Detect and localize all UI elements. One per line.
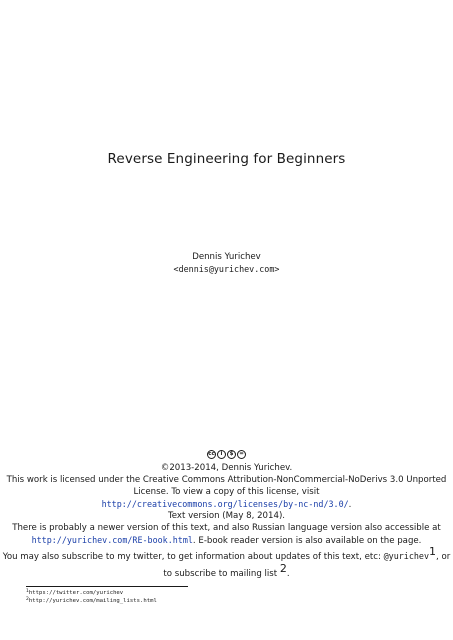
mailing-suffix: . (286, 569, 290, 579)
license-line-1: This work is licensed under the Creative Commons Attribution-NonCommercial-NoDerivs 3.0 Unported (6, 475, 447, 485)
author-email: <dennis@yurichev.com> (173, 264, 280, 274)
footnote-1-url[interactable]: https://twitter.com/yurichev (28, 590, 124, 596)
license-url-link[interactable]: http://creativecommons.org/licenses/by-nc-nd/3.0/ (101, 499, 349, 509)
footnote-rule (26, 586, 188, 587)
text-version: Text version (May 8, 2014). (167, 511, 286, 521)
noncommercial-icon: $ (227, 450, 236, 459)
license-url-line (0, 499, 453, 512)
twitter-line (0, 545, 453, 564)
footnote-2 (26, 598, 157, 604)
book-url-link[interactable]: http://yurichev.com/RE-book.html (31, 535, 193, 545)
footnote-marker-2[interactable]: 2 (279, 562, 287, 575)
footnote-1-number: 1 (26, 589, 29, 594)
ebook-note: . E-book reader version is also available on the page. (192, 536, 422, 546)
twitter-handle: @yurichev (383, 551, 429, 561)
twitter-prefix: You may also subscribe to my twitter, to get information about updates of this text, etc: (2, 552, 384, 562)
twitter-suffix: , or (436, 552, 451, 562)
noderivs-icon: = (237, 450, 246, 459)
book-url-line (0, 535, 453, 548)
cc-icon: cc (208, 451, 215, 457)
cc-license-icons (0, 450, 453, 459)
document-title: Reverse Engineering for Beginners (107, 151, 346, 167)
license-line-2: License. To view a copy of this license, visit (133, 487, 320, 497)
license-url-suffix: . (348, 500, 352, 510)
newer-version-note: There is probably a newer version of this text, and also Russian language version also accessible at (12, 523, 441, 533)
footnote-2-number: 2 (26, 597, 29, 602)
attribution-icon: i (217, 450, 226, 459)
mailing-prefix: to subscribe to mailing list (163, 569, 278, 579)
copyright-line: ©2013-2014, Dennis Yurichev. (160, 463, 293, 473)
mailing-line (0, 562, 453, 581)
footnote-2-url[interactable]: http://yurichev.com/mailing_lists.html (28, 598, 157, 604)
footnote-1 (26, 590, 123, 596)
footnote-marker-1[interactable]: 1 (429, 545, 436, 558)
author-name: Dennis Yurichev (192, 252, 261, 262)
